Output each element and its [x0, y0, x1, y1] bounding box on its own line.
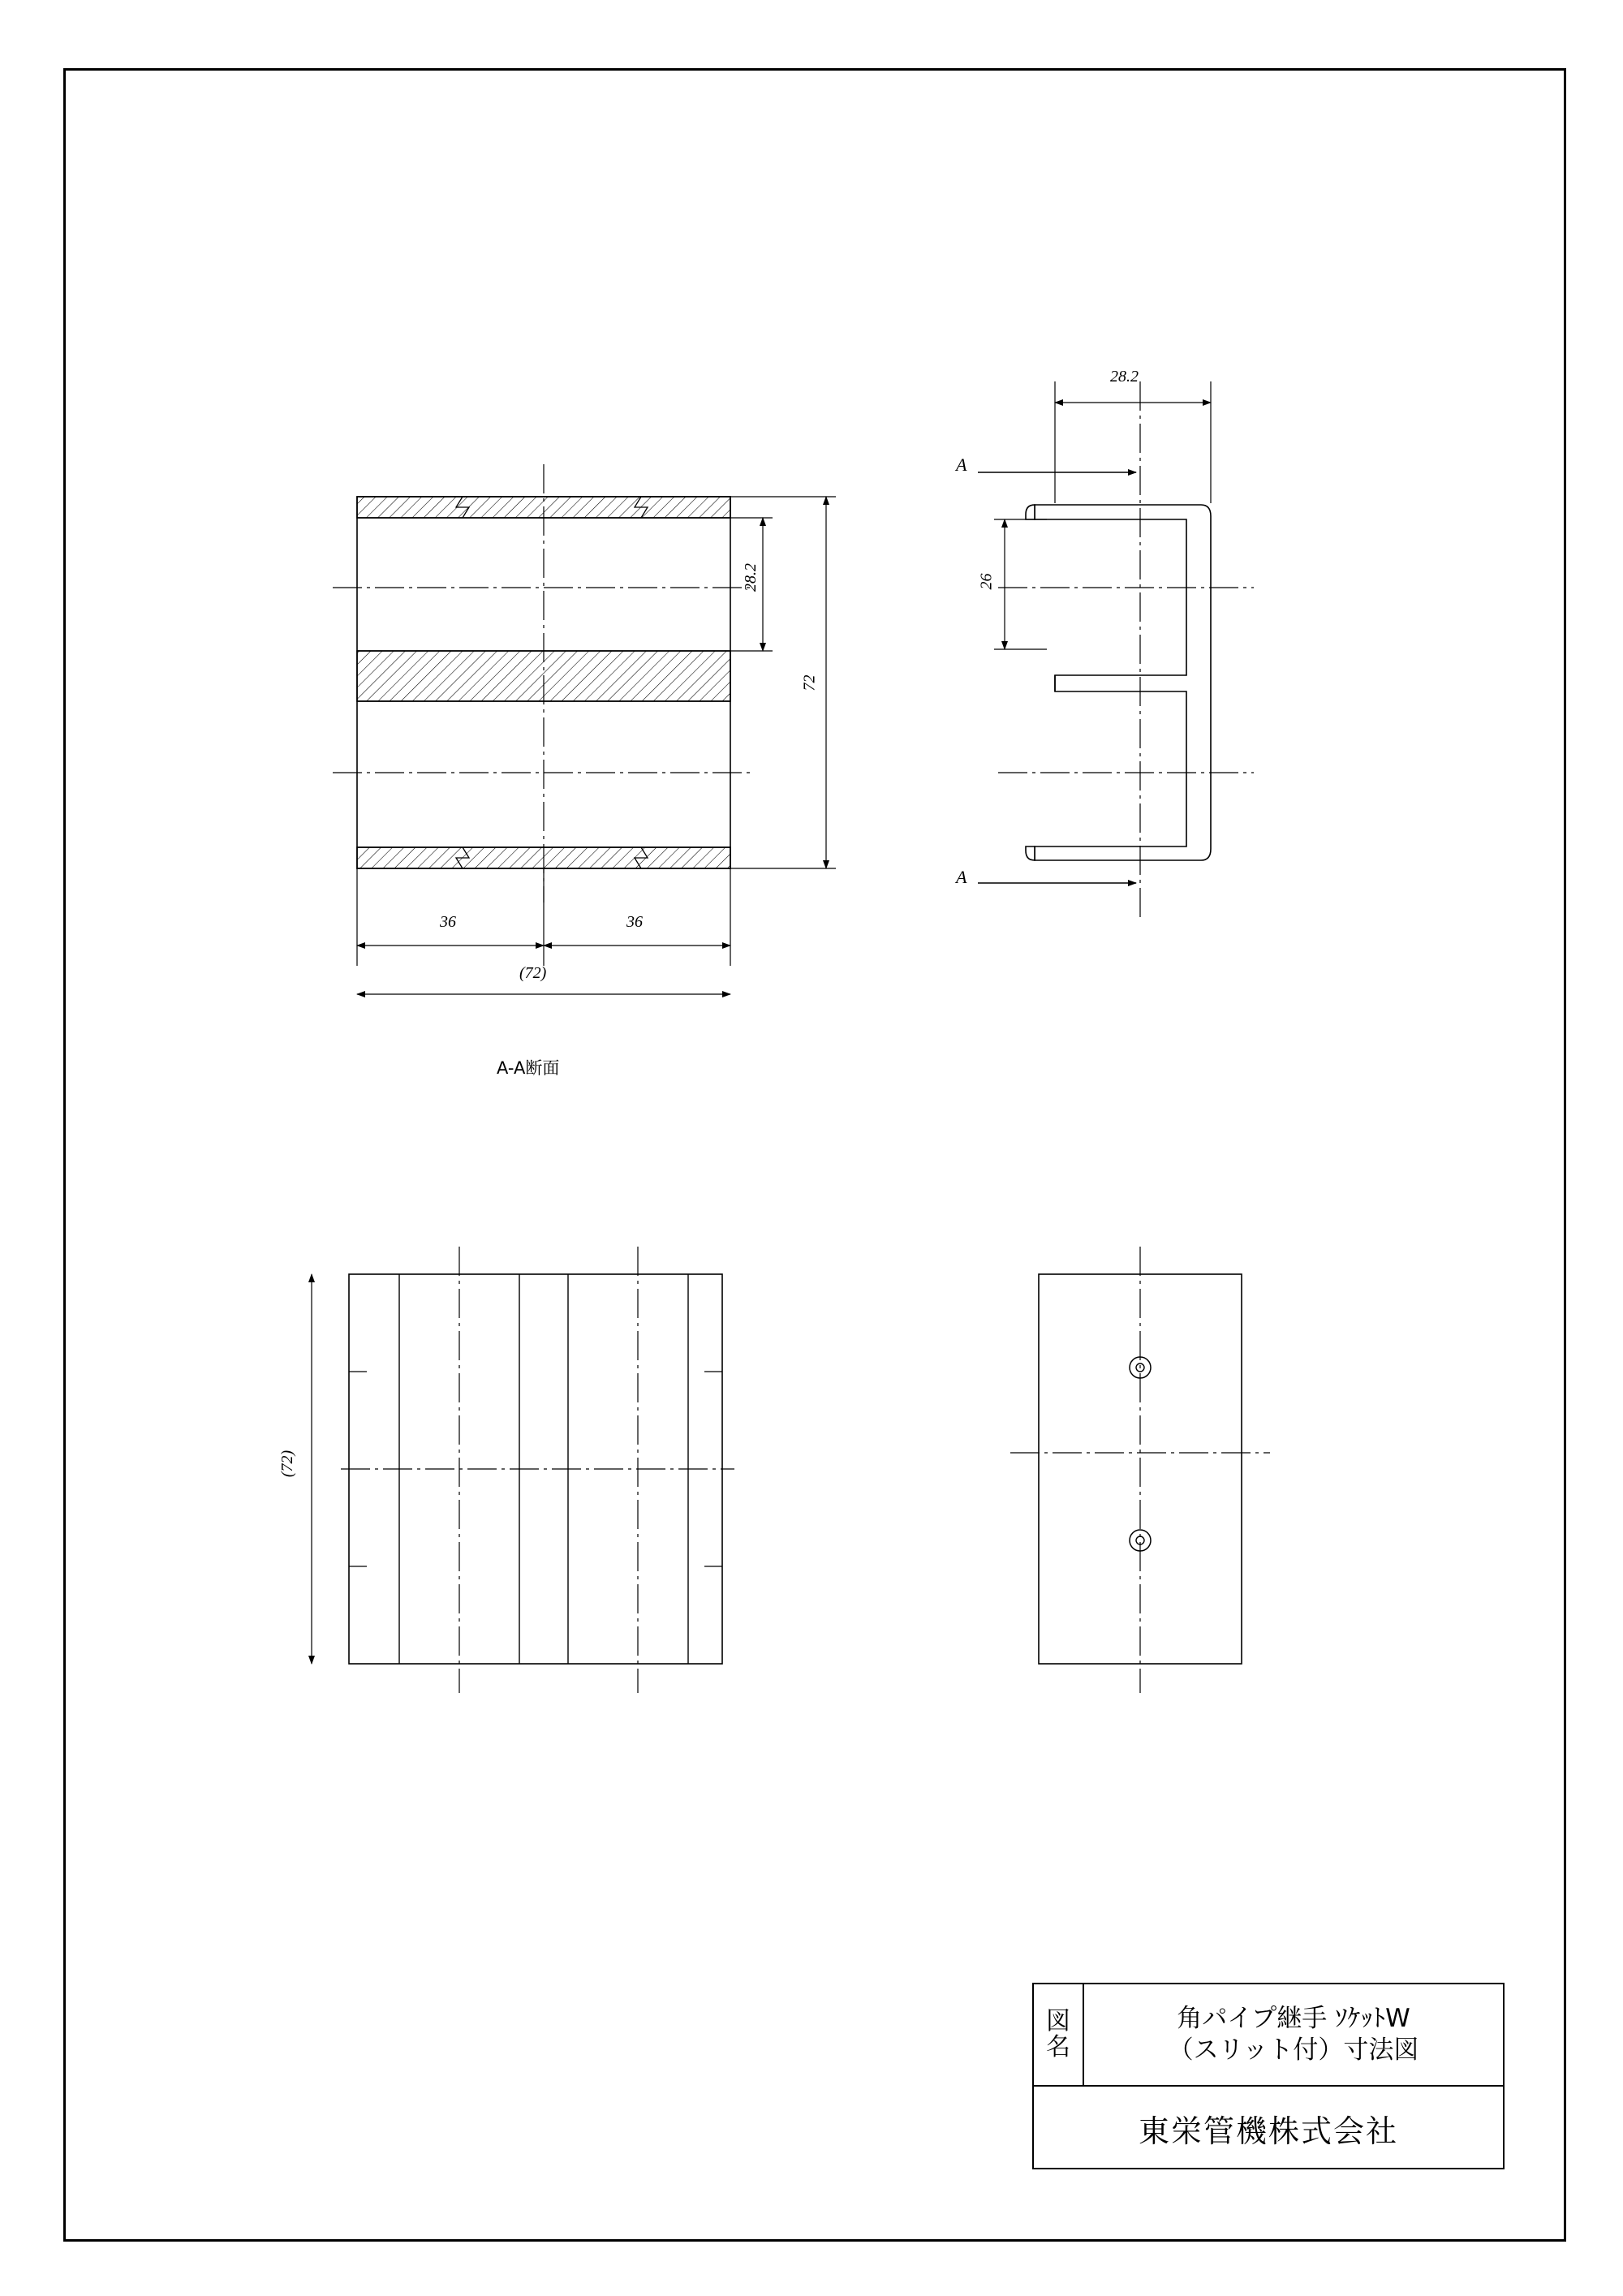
dim-label-side-width: 28.2	[1110, 368, 1139, 386]
dim-label-front-half-right: 36	[626, 913, 643, 931]
dim-label-side-inner: 26	[977, 573, 996, 590]
title-block-key-line1: 図	[1046, 2006, 1070, 2035]
title-block	[1032, 1983, 1505, 2169]
dim-label-front-thickness: 28.2	[742, 563, 760, 592]
drawing-name-line1: 角パイプ継手 ｿｹｯﾄW	[1177, 2004, 1410, 2034]
section-caption: A-A断面	[497, 1058, 560, 1078]
section-mark-bottom: A	[956, 867, 967, 887]
dim-label-front-total-height: 72	[800, 674, 819, 691]
title-block-key	[1034, 1984, 1084, 2085]
dim-label-front-total-width: (72)	[519, 964, 547, 982]
title-block-drawing-name	[1084, 1984, 1503, 2085]
dim-label-plan-height: (72)	[278, 1450, 297, 1478]
drawing-border	[63, 68, 1566, 2242]
title-block-key-line2: 名	[1046, 2033, 1070, 2061]
section-mark-top: A	[956, 454, 967, 475]
drawing-name-line2: （スリット付）寸法図	[1168, 2035, 1419, 2065]
title-block-name-row	[1034, 1984, 1503, 2087]
title-block-company: 東栄管機株式会社	[1138, 2113, 1398, 2149]
dim-label-front-half-left: 36	[440, 913, 456, 931]
